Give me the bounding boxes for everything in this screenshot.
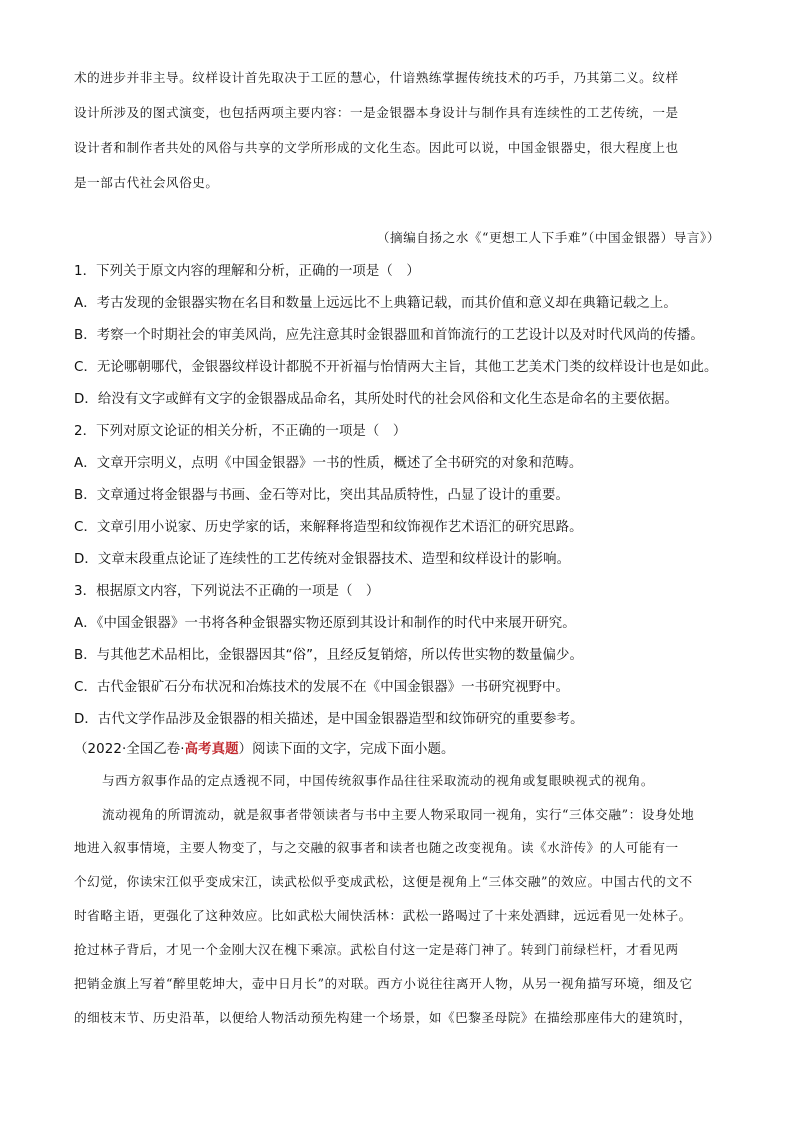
passage2-line-5: 时省略主语，更强化了这种效应。比如武松大闹快活林：武松一路喝过了十来处酒肆，远远看见一处林子。 <box>74 908 692 923</box>
question-2-option-b: B．文章通过将金银器与书画、金石等对比，突出其品质特性，凸显了设计的重要。 <box>74 488 569 503</box>
passage2-line-1: 与西方叙事作品的定点透视不同，中国传统叙事作品往往采取流动的视角或复眼映视式的视角。 <box>102 773 655 788</box>
passage2-line-2: 流动视角的所谓流动，就是叙事者带领读者与书中主要人物采取同一视角，实行“三体交融”：设身处地 <box>102 807 695 822</box>
passage2-line-7: 把销金旗上写着“醉里乾坤大，壶中日月长”的对联。西方小说往往离开人物，从另一视角描写环境，细及它 <box>74 976 693 991</box>
section2-intro-highlight: 高考真题 <box>184 742 239 757</box>
passage2-line-8: 的细枝末节、历史沿革，以便给人物活动预先构建一个场景，如《巴黎圣母院》在描绘那座伟大的建筑时， <box>74 1010 692 1025</box>
question-3-stem: 3．根据原文内容，下列说法不正确的一项是（ ） <box>74 584 380 599</box>
passage2-line-3: 地进入叙事情境，主要人物变了，与之交融的叙事者和读者也随之改变视角。读《水浒传》的人可能有一 <box>74 840 679 855</box>
question-1-option-a: A．考古发现的金银器实物在名目和数量上远远比不上典籍记载，而其价值和意义却在典籍记载之上。 <box>74 296 677 311</box>
question-2-option-c: C．文章引用小说家、历史学家的话，来解释将造型和纹饰视作艺术语汇的研究思路。 <box>74 520 583 535</box>
passage2-line-6: 抢过林子背后，才见一个金刚大汉在槐下乘凉。武松自付这一定是蒋门神了。转到门前绿栏杆，才看见两 <box>74 942 679 957</box>
question-2-option-d: D．文章末段重点论证了连续性的工艺传统对金银器技术、造型和纹样设计的影响。 <box>74 552 571 567</box>
section2-intro-prefix: （2022·全国乙卷· <box>74 742 185 757</box>
passage2-line-4: 个幻觉，你读宋江似乎变成宋江，读武松似乎变成武松，这便是视角上“三体交融”的效应。中国古代的文不 <box>74 874 693 889</box>
question-2-stem: 2．下列对原文论证的相关分析，不正确的一项是（ ） <box>74 424 407 439</box>
question-3-option-c: C．古代金银矿石分布状况和冶炼技术的发展不在《中国金银器》一书研究视野中。 <box>74 680 570 695</box>
question-1-option-b: B．考察一个时期社会的审美风尚，应先注意其时金银器皿和首饰流行的工艺设计以及对时代风尚的传播。 <box>74 328 704 343</box>
section2-intro <box>74 740 454 760</box>
question-1-option-d: D．给没有文字或鲜有文字的金银器成品命名，其所处时代的社会风俗和文化生态是命名的主要依据。 <box>74 392 678 407</box>
question-1-option-c: C．无论哪朝哪代，金银器纹样设计都脱不开祈福与怡情两大主旨，其他工艺美术门类的纹样设计也是如此。 <box>74 360 718 375</box>
passage1-line-3: 设计者和制作者共处的风俗与共享的文学所形成的文化生态。因此可以说，中国金银器史，很大程度上也 <box>74 140 679 155</box>
passage1-line-4: 是一部古代社会风俗史。 <box>74 175 219 190</box>
question-3-option-b: B．与其他艺术品相比，金银器因其“俗”，且经反复销熔，所以传世实物的数量偏少。 <box>74 648 584 663</box>
passage1-source: （摘编自扬之水《“更想工人下手难”（中国金银器）导言》） <box>376 230 720 245</box>
passage1-line-2: 设计所涉及的图式演变，也包括两项主要内容：一是金银器本身设计与制作具有连续性的工艺传统，一是 <box>74 105 679 120</box>
question-2-option-a: A．文章开宗明义，点明《中国金银器》一书的性质，概述了全书研究的对象和范畴。 <box>74 456 583 471</box>
section2-intro-suffix: ）阅读下面的文字，完成下面小题。 <box>238 742 455 757</box>
question-3-option-d: D．古代文学作品涉及金银器的相关描述，是中国金银器造型和纹饰研究的重要参考。 <box>74 712 584 727</box>
question-1-stem: 1．下列关于原文内容的理解和分析，正确的一项是（ ） <box>74 264 420 279</box>
passage1-line-1: 术的进步并非主导。纹样设计首先取决于工匠的慧心，什谙熟练掌握传统技术的巧手，乃其第二义。纹样 <box>74 70 679 85</box>
question-3-option-a: A．《中国金银器》一书将各种金银器实物还原到其设计和制作的时代中来展开研究。 <box>74 616 576 631</box>
